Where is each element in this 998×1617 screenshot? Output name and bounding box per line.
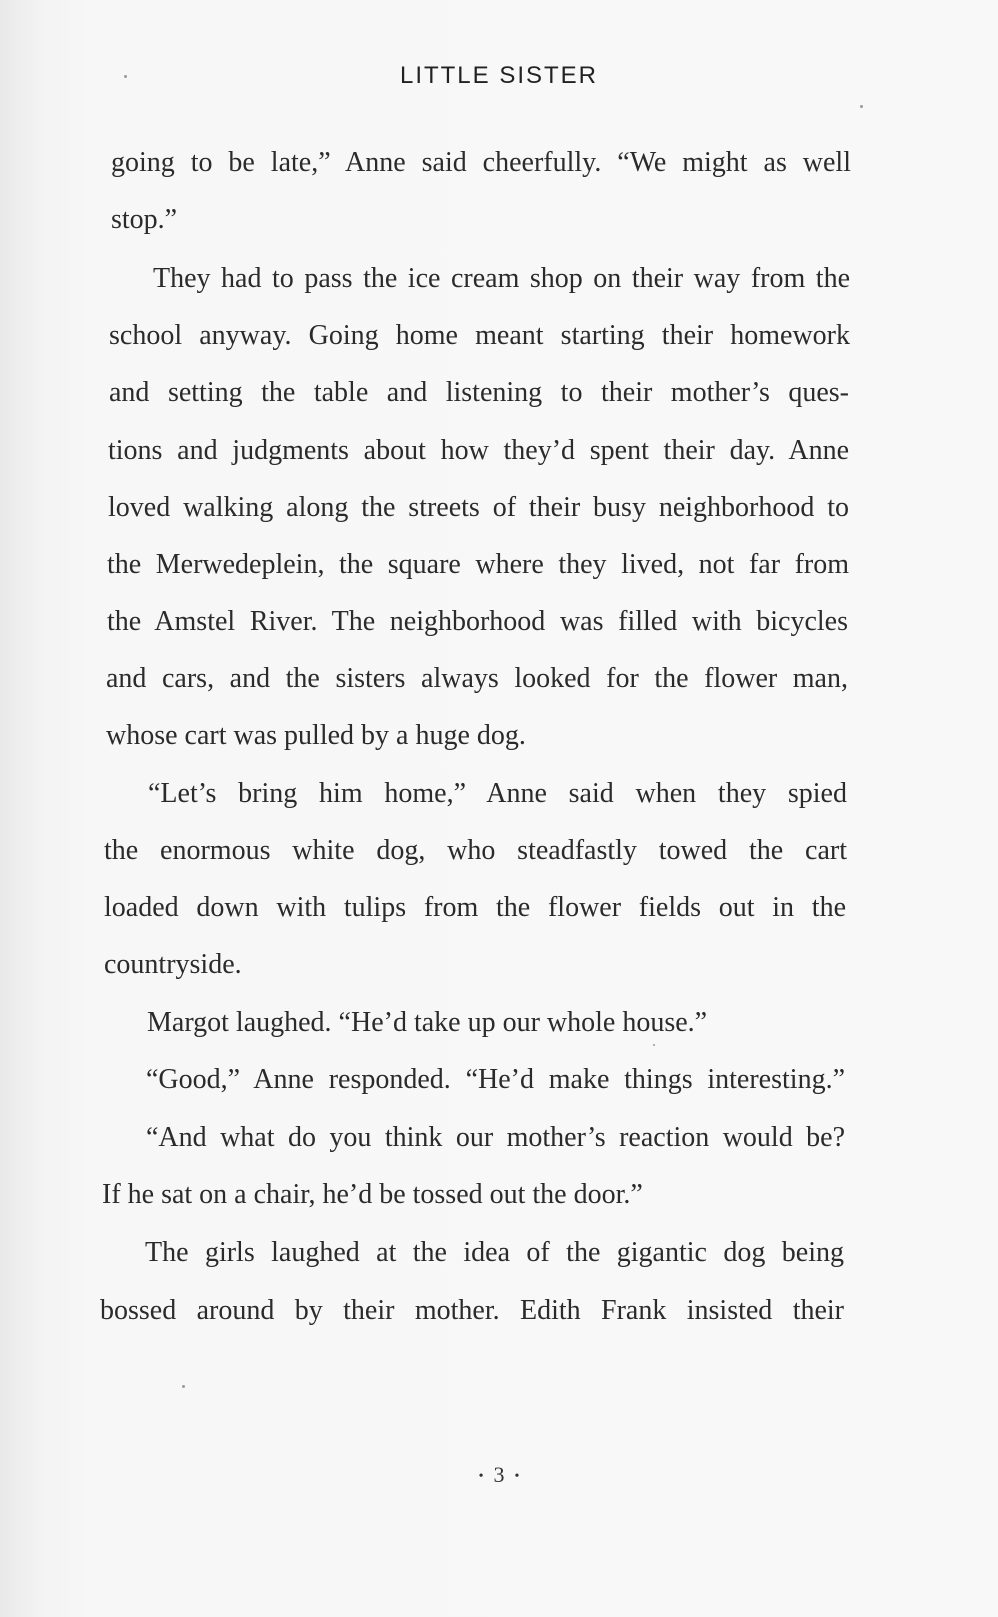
running-head: LITTLE SISTER xyxy=(399,62,599,89)
text-line: the enormous white dog, who steadfastly towed the cart xyxy=(104,835,847,866)
text-line: loaded down with tulips from the flower fields out in the xyxy=(104,892,846,923)
folio-dot-left: • xyxy=(478,1468,484,1484)
folio-dot-right: • xyxy=(514,1468,520,1484)
text-line: and cars, and the sisters always looked for the flower man, xyxy=(106,663,848,694)
scan-speck xyxy=(860,105,863,108)
text-line: whose cart was pulled by a huge dog. xyxy=(106,720,526,751)
text-line: tions and judgments about how they’d spent their day. Anne xyxy=(108,435,849,466)
text-line: the Amstel River. The neighborhood was filled with bicycles xyxy=(107,606,848,637)
text-line: and setting the table and listening to their mother’s ques- xyxy=(109,377,849,408)
page-number-value: 3 xyxy=(493,1462,505,1487)
text-line: bossed around by their mother. Edith Frank insisted their xyxy=(100,1295,844,1326)
scan-speck xyxy=(182,1385,185,1388)
text-line: the Merwedeplein, the square where they lived, not far from xyxy=(107,549,849,580)
text-line: school anyway. Going home meant starting their homework xyxy=(109,320,850,351)
text-line: Margot laughed. “He’d take up our whole house.” xyxy=(147,1007,708,1038)
text-line: loved walking along the streets of their busy neighborhood to xyxy=(108,492,849,523)
scan-speck xyxy=(124,75,127,78)
text-line: “Let’s bring him home,” Anne said when they spied xyxy=(148,778,847,809)
text-line: countryside. xyxy=(104,949,242,980)
text-line: “And what do you think our mother’s reaction would be? xyxy=(146,1122,845,1153)
text-line: stop.” xyxy=(111,204,178,235)
text-line: “Good,” Anne responded. “He’d make things interesting.” xyxy=(146,1064,845,1095)
scan-speck xyxy=(653,1044,655,1046)
page-number xyxy=(0,1462,998,1488)
text-line: going to be late,” Anne said cheerfully. “We might as well xyxy=(111,147,851,178)
text-line: They had to pass the ice cream shop on their way from the xyxy=(153,263,850,294)
text-line: If he sat on a chair, he’d be tossed out the door.” xyxy=(102,1179,643,1210)
text-line: The girls laughed at the idea of the gigantic dog being xyxy=(145,1237,844,1268)
